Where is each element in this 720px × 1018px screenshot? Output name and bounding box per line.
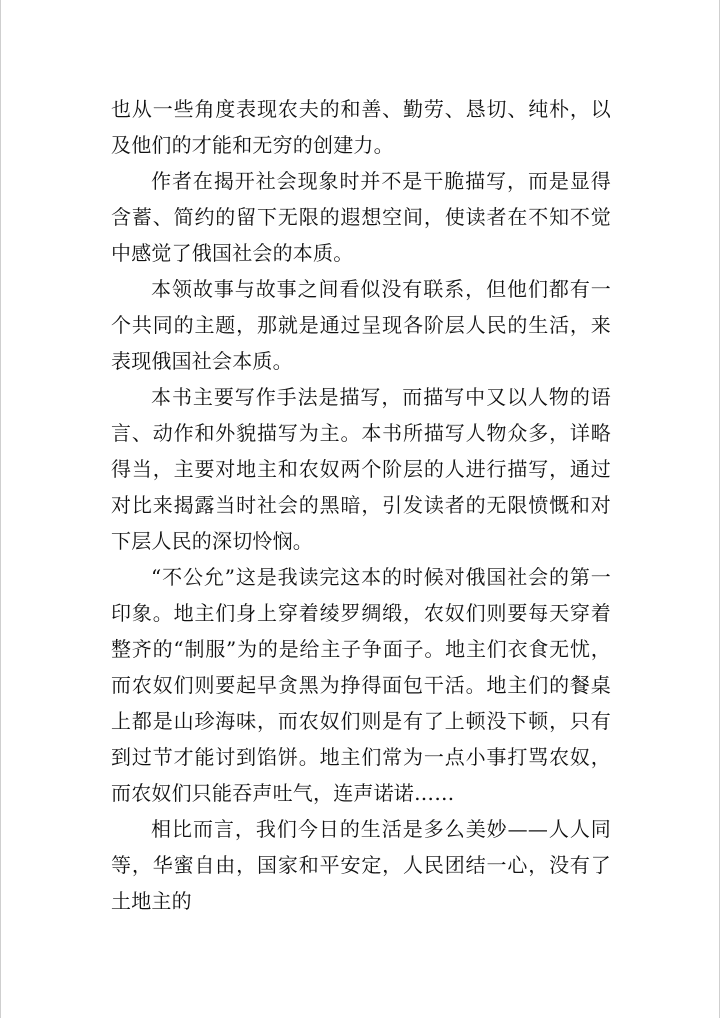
paragraph-5: “不公允”这是我读完这本的时候对俄国社会的第一印象。地主们身上穿着绫罗绸缎，农奴们则要每天穿着整齐的“制服”为的是给主子争面子。地主们衣食无忧，而农奴们则要起早贪黑为挣得面包干活。地主们的餐桌上都是山珍海味，而农奴们则是有了上顿没下顿，只有到过节才能讨到馅饼。地主们常为一点小事打骂农奴，而农奴们只能吞声吐气，连声诺诺…… <box>111 565 611 805</box>
paragraph-2: 作者在揭开社会现象时并不是干脆描写，而是显得含蓄、简约的留下无限的遐想空间，使读者在不知不觉中感觉了俄国社会的本质。 <box>111 169 611 265</box>
paragraph-1: 也从一些角度表现农夫的和善、勤劳、恳切、纯朴，以及他们的才能和无穷的创建力。 <box>111 97 611 157</box>
paragraph-3: 本领故事与故事之间看似没有联系，但他们都有一个共同的主题，那就是通过呈现各阶层人民的生活，来表现俄国社会本质。 <box>111 277 611 373</box>
paragraph-4: 本书主要写作手法是描写，而描写中又以人物的语言、动作和外貌描写为主。本书所描写人物众多，详略得当，主要对地主和农奴两个阶层的人进行描写，通过对比来揭露当时社会的黑暗，引发读者的无限愤慨和对下层人民的深切怜悯。 <box>111 385 611 553</box>
document-body <box>111 91 611 919</box>
paragraph-6: 相比而言，我们今日的生活是多么美妙——人人同等，华蜜自由，国家和平安定，人民团结一心，没有了土地主的 <box>111 817 611 913</box>
